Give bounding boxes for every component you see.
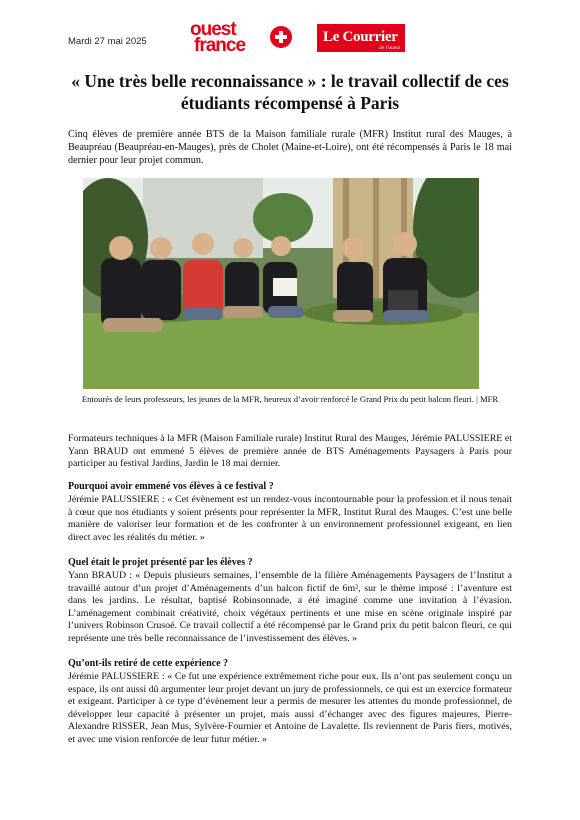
le-courrier-logo-text: Le Courrier [323, 29, 398, 45]
photo-caption: Entourés de leurs professeurs, les jeunes de la MFR, heureux d’avoir renforcé le Grand Prix du petit balcon fleuri. | MFR [81, 394, 499, 404]
article-title: « Une très belle reconnaissance » : le travail collectif de ces étudiants récompensé à Paris [71, 71, 509, 113]
ouest-france-logo [190, 20, 296, 56]
page-header [0, 0, 580, 62]
answer-2: Yann BRAUD : « Depuis plusieurs semaines, l’ensemble de la filière Aménagements Paysagers de l’Institut a travaillé autour d’un projet d’Aménagements d’un balcon fictif de 6m², sur le thème imposé : l’aventure est dans les jardins. Le résultat, baptisé Robinsonnade, a été imaginé comme une invitation à l’évasion. L’aménagement combinait créativité, choix végétaux pertinents et une mise en scène originale inspiré par l’univers Robinson Crusoé. Ce travail collectif a été récompensé par le Grand prix du petit balcon fleuri, ce qui représente une très belle reconnaissance de l’investissement des élèves. » [68, 570, 512, 644]
publication-date: Mardi 27 mai 2025 [68, 36, 147, 47]
answer-1: Jérémie PALUSSIERE : « Cet évènement est un rendez-vous incontournable pour la profession et il nous tenait à cœur que nos étudiants y soient présents pour représenter la MFR, Institut Rural des Mauges. C’est une belle manière de valoriser leur formation et de les confronter à un environnement professionnel exigeant, en lien direct avec les réalités du métier. » [68, 494, 512, 543]
ouest-france-logo-line1: ouest [190, 19, 236, 40]
le-courrier-logo-subtitle: de l'ouest [379, 45, 400, 51]
ouest-france-plus-icon [270, 26, 292, 48]
intro-paragraph: Formateurs techniques à la MFR (Maison Familiale rurale) Institut Rural des Mauges, Jérémie PALUSSIERE et Yann BRAUD ont emmené 5 élèves de première année de BTS Aménagements Paysagers à Paris pour participer au festival Jardins, Jardin le 18 mai dernier. [68, 433, 512, 470]
question-3: Qu’ont-ils retiré de cette expérience ? [68, 658, 229, 669]
le-courrier-logo [317, 24, 405, 52]
group-photo-illustration [83, 178, 479, 389]
group-photo [83, 178, 479, 389]
question-2: Quel était le projet présenté par les élèves ? [68, 557, 253, 568]
answer-3: Jérémie PALUSSIERE : « Ce fut une expérience extrêmement riche pour eux. Ils n’ont pas seulement conçu un espace, ils ont aussi dû argumenter leur projet devant un jury de professionnels, ce qui est un exercice formateur et exigeant. Participer à ce type d’évènement leur a permis de mesurer les attentes du monde professionnel, de développer leur capacité à présenter un projet, mais aussi d’échanger avec des figures majeures, Pierre-Alexandre RISSER, Jean Mus, Sylvère-Fournier et Antoine de Lavalette. Ils reviennent de Paris fiers, motivés, et avec une vision renforcée de leur futur métier. » [68, 671, 512, 745]
article-lead: Cinq élèves de première année BTS de la Maison familiale rurale (MFR) Institut rural des Mauges, à Beaupréau (Beaupréau-en-Mauges), près de Cholet (Maine-et-Loire), ont été récompensés à Paris le 18 mai dernier pour leur projet commun. [68, 129, 512, 166]
ouest-france-logo-line2: france [194, 35, 246, 56]
question-1: Pourquoi avoir emmené vos élèves à ce festival ? [68, 481, 274, 492]
